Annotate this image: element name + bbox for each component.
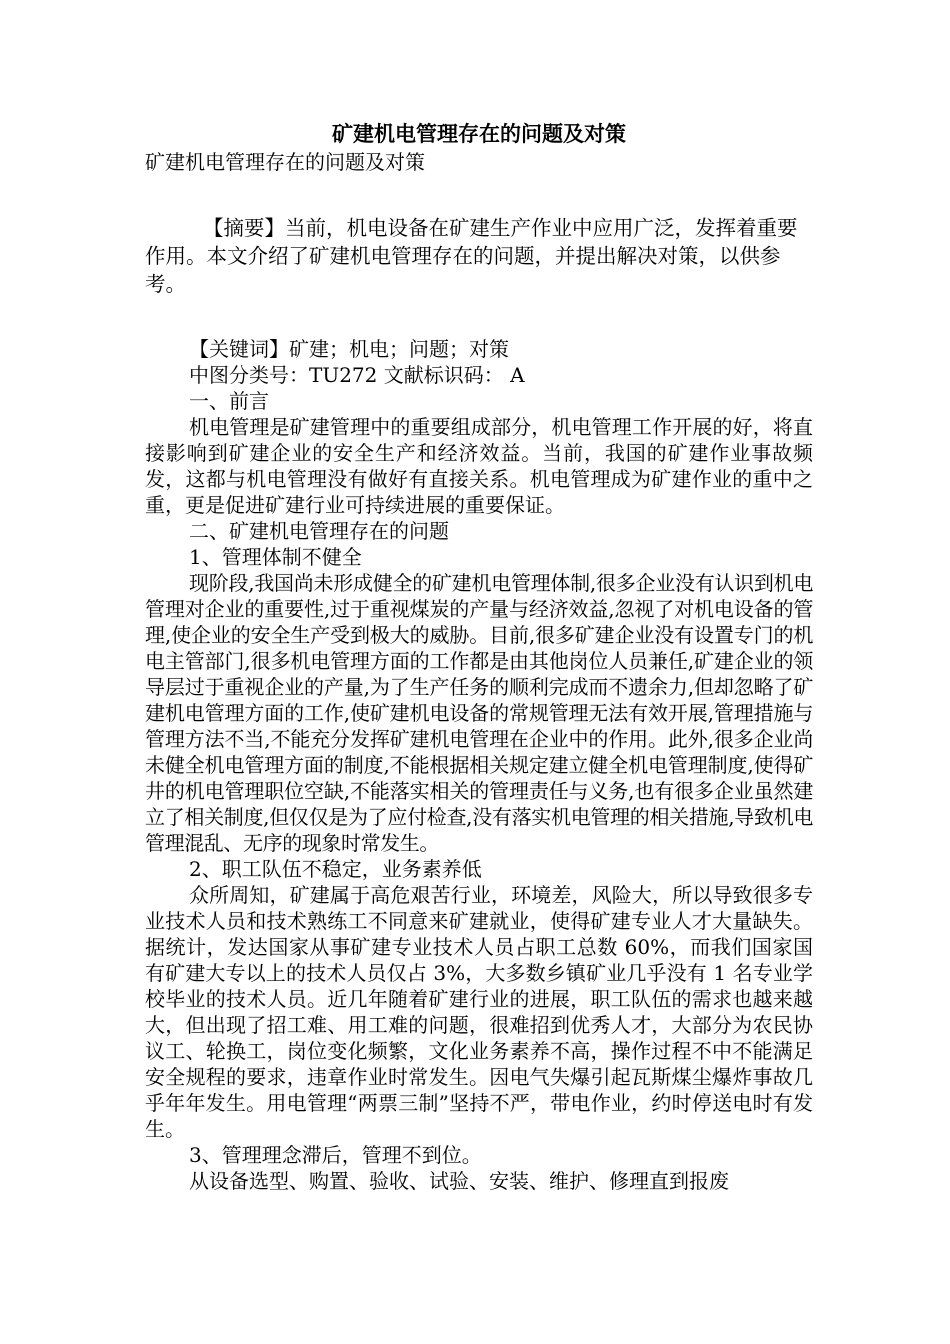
classification-line: 中图分类号：TU272 文献标识码： A [189, 363, 525, 387]
subsection-2-paragraph: 众所周知，矿建属于高危艰苦行业，环境差，风险大，所以导致很多专业技术人员和技术熟练工不同意来矿建就业，使得矿建专业人才大量缺失。据统计，发达国家从事矿建专业技术人员占职工总数 60%，而我们国家国有矿建大专以上的技术人员仅占 3%，大多数乡镇矿业几乎没有 1 名专业学校毕业的技术人员。近几年随着矿建行业的进展，职工队伍的需求也越来越大，但出现了招工难、用工难的问题，很难招到优秀人才，大部分为农民协议工、轮换工，岗位变化频繁，文化业务素养不高，操作过程不中不能满足安全规程的要求，违章作业时常发生。因电气失爆引起瓦斯煤尘爆炸事故几乎年年发生。用电管理“两票三制”坚持不严，带电作业，约时停送电时有发生。 [145, 883, 813, 1141]
spacer [145, 298, 813, 336]
keywords-line: 【关键词】矿建；机电；问题；对策 [189, 337, 509, 361]
abstract-paragraph: 【摘要】当前，机电设备在矿建生产作业中应用广泛，发挥着重要作用。本文介绍了矿建机电管理存在的问题，并提出解决对策，以供参考。 [145, 216, 798, 296]
spacer [145, 176, 813, 214]
section-heading-problems: 二、矿建机电管理存在的问题 [189, 519, 449, 543]
subsection-heading-2: 2、职工队伍不稳定，业务素养低 [189, 857, 482, 881]
document-subtitle: 矿建机电管理存在的问题及对策 [145, 150, 425, 174]
document-title: 矿建机电管理存在的问题及对策 [332, 121, 626, 146]
subsection-heading-3: 3、管理理念滞后，管理不到位。 [189, 1143, 482, 1167]
subsection-1-paragraph: 现阶段,我国尚未形成健全的矿建机电管理体制,很多企业没有认识到机电管理对企业的重要性,过于重视煤炭的产量与经济效益,忽视了对机电设备的管理,使企业的安全生产受到极大的威胁。目前,很多矿建企业没有设置专门的机电主管部门,很多机电管理方面的工作都是由其他岗位人员兼任,矿建企业的领导层过于重视企业的产量,为了生产任务的顺利完成而不遗余力,但却忽略了矿建机电管理方面的工作,使矿建机电设备的常规管理无法有效开展,管理措施与管理方法不当,不能充分发挥矿建机电管理在企业中的作用。此外,很多企业尚未健全机电管理方面的制度,不能根据相关规定建立健全机电管理制度,使得矿井的机电管理职位空缺,不能落实相关的管理责任与义务,也有很多企业虽然建立了相关制度,但仅仅是为了应付检查,没有落实机电管理的相关措施,导致机电管理混乱、无序的现象时常发生。 [145, 571, 813, 855]
subsection-heading-1: 1、管理体制不健全 [189, 545, 362, 569]
preface-paragraph: 机电管理是矿建管理中的重要组成部分，机电管理工作开展的好，将直接影响到矿建企业的安全生产和经济效益。当前，我国的矿建作业事故频发，这都与机电管理没有做好有直接关系。机电管理成为矿建作业的重中之重，更是促进矿建行业可持续进展的重要保证。 [145, 415, 813, 517]
document-page [145, 120, 813, 1194]
subsection-3-paragraph: 从设备选型、购置、验收、试验、安装、维护、修理直到报废 [189, 1169, 729, 1193]
section-heading-preface: 一、前言 [189, 389, 269, 413]
